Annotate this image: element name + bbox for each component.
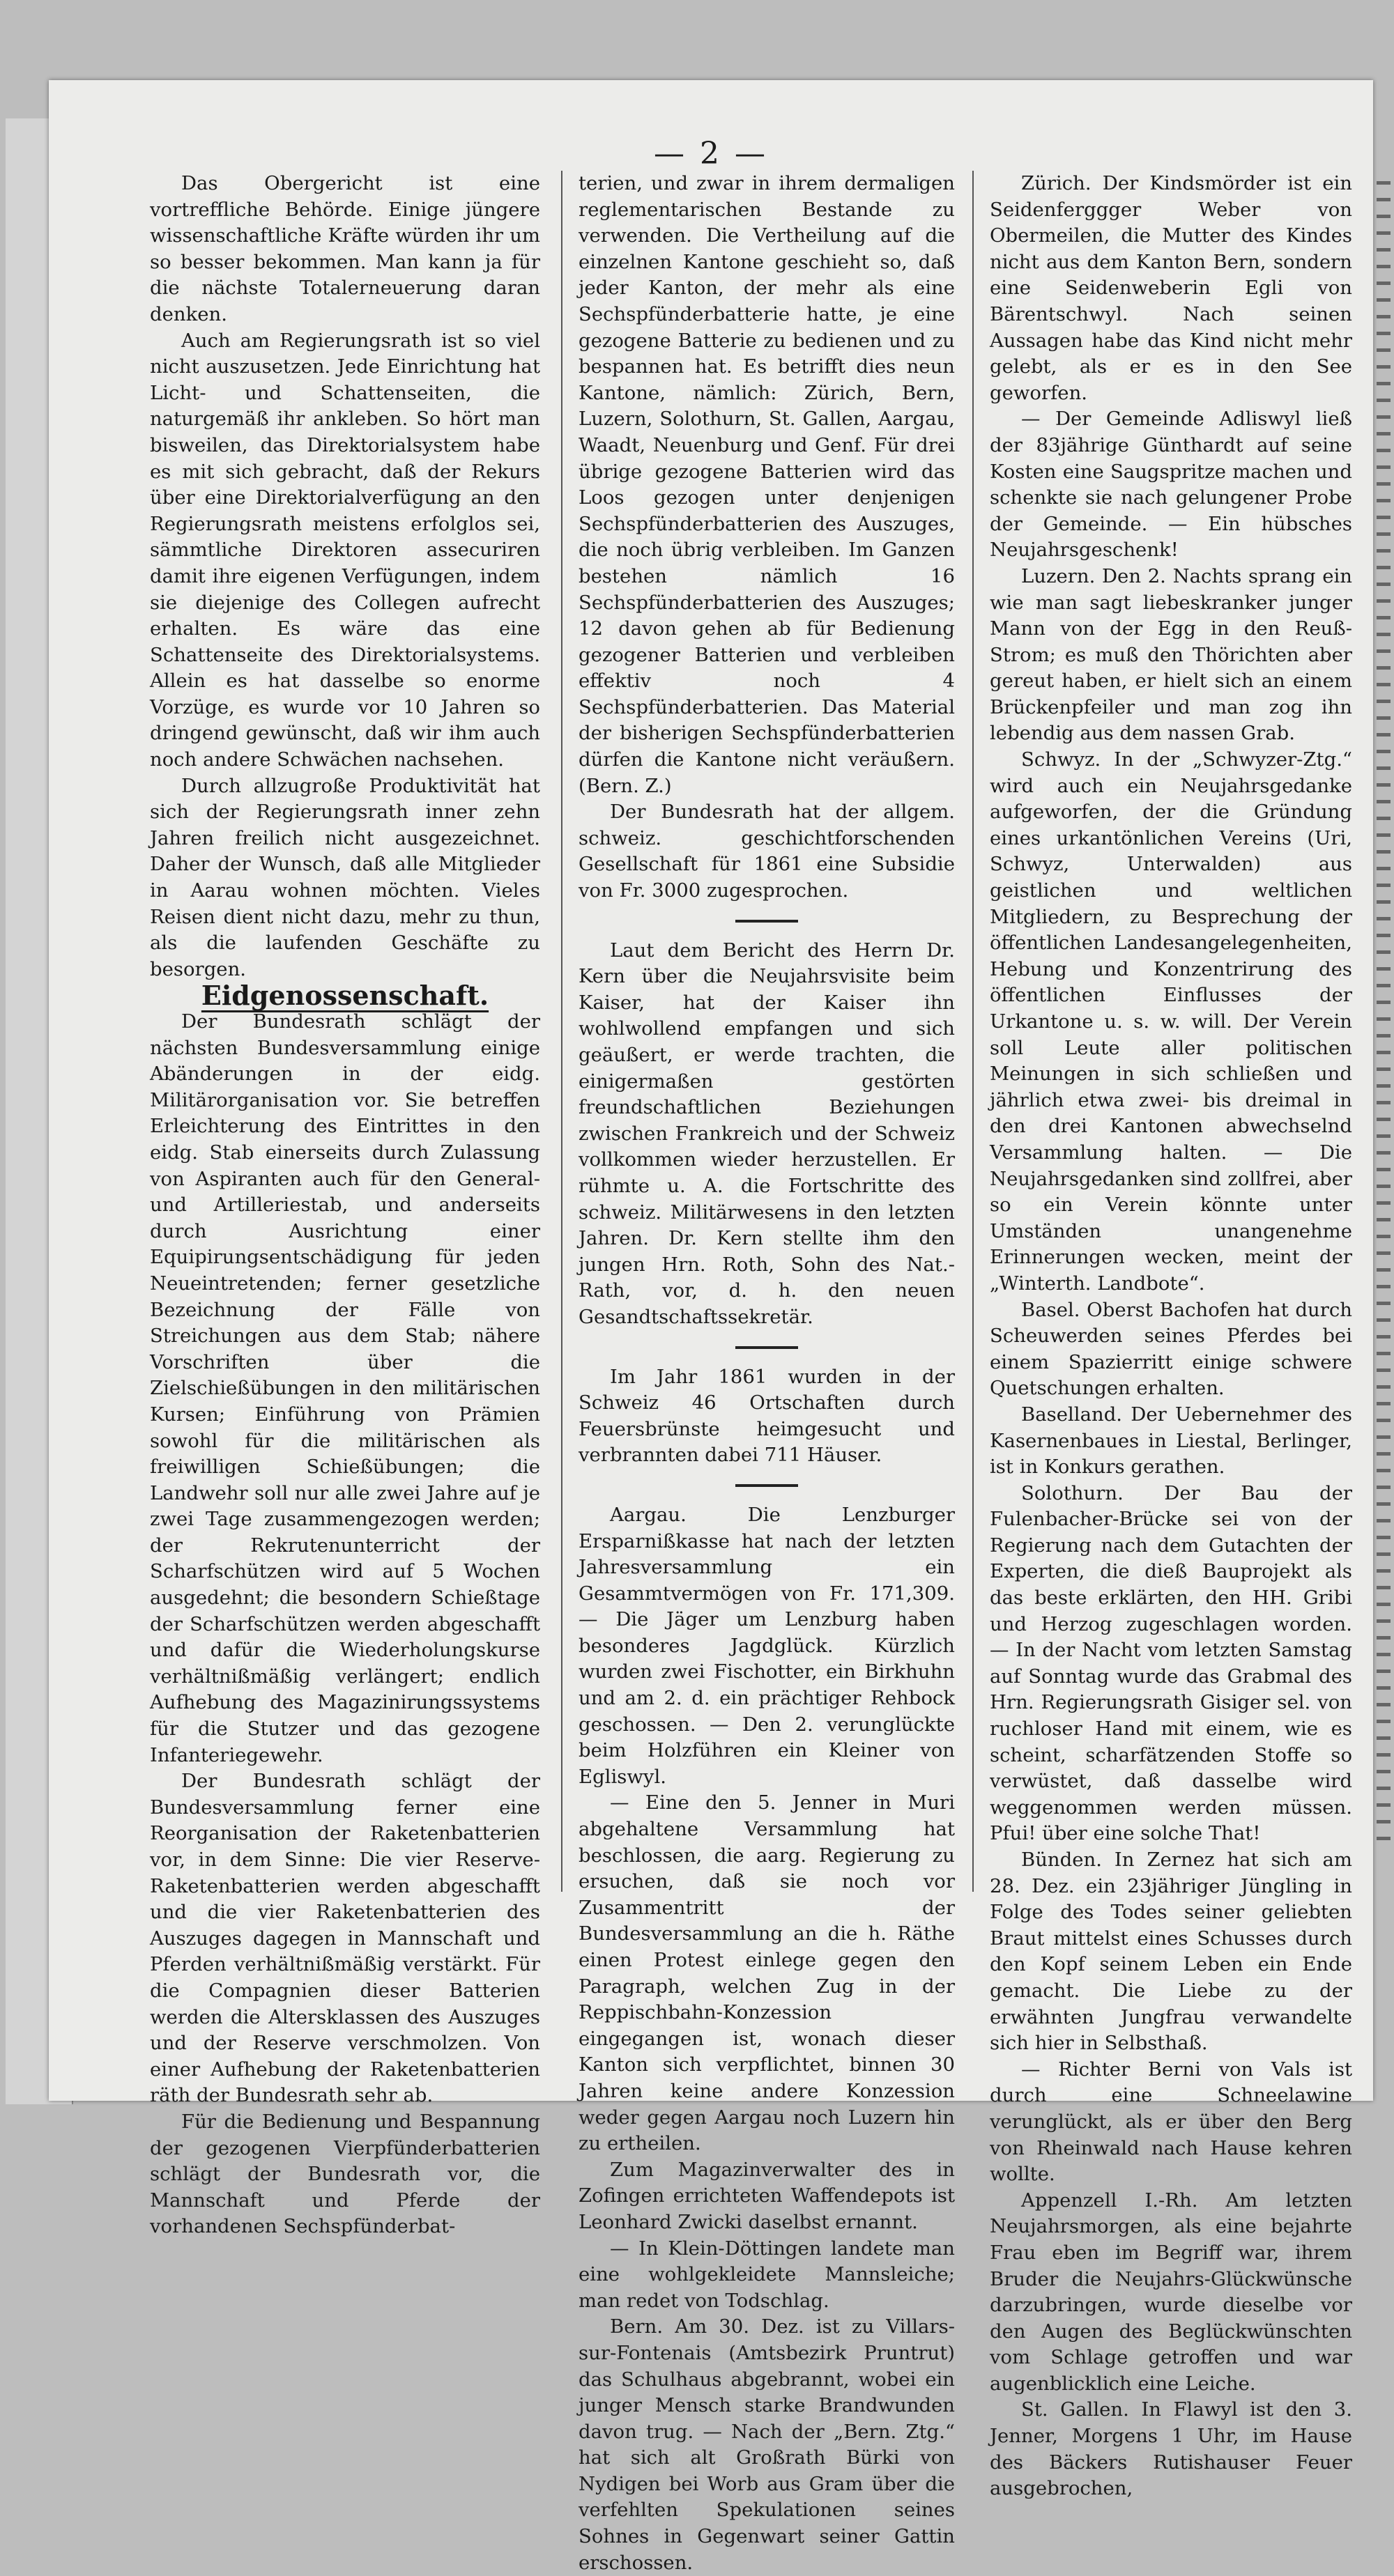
column-3 xyxy=(990,171,1352,2502)
paragraph: Der Bundesrath schlägt der Bundesversammlung ferner eine Reorganisation der Raketenbatterien vor, in dem Sinne: Die vier Reserve-Raketenbatterien werden abgeschafft und die vier Raketenbatterien des Auszuges dagegen in Mannschaft und Pferden verhältnißmäßig verstärkt. Für die Compagnien dieser Batterien werden die Altersklassen des Auszuges und der Reserve verschmolzen. Von einer Aufhebung der Raketenbatterien räth der Bundesrath sehr ab. xyxy=(150,1770,540,2107)
paragraph: Auch am Regierungsrath ist so viel nicht auszusetzen. Jede Einrichtung hat Licht- und Schattenseiten, die naturgemäß ihr ankleben. So hört man bisweilen, das Direktorialsystem habe es mit sich gebracht, daß der Rekurs über eine Direktorialverfügung an den Regierungsrath meistens erfolglos sei, sämmtliche Direktoren assecuriren damit ihre eigenen Verfügungen, indem sie diejenige des Collegen aufrecht erhalten. Es wäre das eine Schattenseite des Direktorialsystems. Allein es hat dasselbe so enorme Vorzüge, es wurde vor 10 Jahren so dringend gewünscht, daß wir ihm auch noch andere Schwächen nachsehen. xyxy=(150,329,540,771)
newspaper-page xyxy=(49,80,1373,2574)
paragraph: — Richter Berni von Vals ist durch eine Schneelawine verunglückt, als er über den Berg von Rheinwald nach Hause kehren wollte. xyxy=(990,2058,1352,2186)
paragraph: Schwyz. In der „Schwyzer-Ztg.“ wird auch ein Neujahrsgedanke aufgeworfen, der die Gründung eines urkantönlichen Vereins (Uri, Schwyz, Unterwalden) aus geistlichen und weltlichen Mitgliedern, zu Besprechung der öffentlichen Landesangelegenheiten, Hebung und Konzentrirung des öffentlichen Einflusses der Urkantone u. s. w. will. Der Verein soll Leute aller politischen Meinungen in sich schließen und jährlich etwa zwei- bis dreimal in den drei Kantonen abwechselnd Versammlung halten. — Die Neujahrsgedanken sind zollfrei, aber so ein Verein könnte unter Umständen unangenehme Erinnerungen wecken, meint der „Winterth. Landbote“. xyxy=(990,748,1352,1295)
column-rule xyxy=(561,171,562,1892)
paragraph: Bern. Am 30. Dez. ist zu Villars-sur-Fontenais (Amtsbezirk Pruntrut) das Schulhaus abgebrannt, wobei ein junger Mensch starke Brandwunden davon trug. — Nach der „Bern. Ztg.“ hat sich alt Großrath Bürki von Nydigen bei Worb aus Gram über die verfehlten Spekulationen seines Sohnes in Gegenwart seiner Gattin erschossen. xyxy=(579,2315,955,2574)
column-rule xyxy=(972,171,974,1892)
adjacent-page-edge xyxy=(1377,181,1391,1853)
section-heading: Eidgenossenschaft. xyxy=(201,980,489,1012)
paragraph: Der Bundesrath schlägt der nächsten Bundesversammlung einige Abänderungen in der eidg. Militärorganisation vor. Sie betreffen Erleichterung des Eintrittes in den eidg. Stab einerseits durch Zulassung von Aspiranten auch für den General- und Artilleriestab, und anderseits durch Ausrichtung einer Equipirungsentschädigung für jeden Neueintretenden; ferner gesetzliche Bezeichnung der Fälle von Streichungen aus dem Stab; nähere Vorschriften über die Zielschießübungen in den militärischen Kursen; Einführung von Prämien sowohl für die militärischen als freiwilligen Schießübungen; die Landwehr soll nur alle zwei Jahre auf je zwei Tage zusammengezogen werden; der Rekrutenunterricht der Scharfschützen wird auf 5 Wochen ausgedehnt; die besondern Schießtage der Scharfschützen werden abgeschafft und dafür die Wiederholungskurse verhältnißmäßig verlängert; endlich Aufhebung des Magazinirungssystems für die Stutzer und das gezogene Infanteriegewehr. xyxy=(150,1010,540,1766)
paragraph: Solothurn. Der Bau der Fulenbacher-Brücke sei von der Regierung nach dem Gutachten der Experten, die dieß Bauprojekt als das beste erklärten, den HH. Gribi und Herzog zugeschlagen worden. — In der Nacht vom letzten Samstag auf Sonntag wurde das Grabmal des Hrn. Regierungsrath Gisiger sel. von ruchloser Hand mit einem, wie es scheint, scharfätzenden Stoffe so verwüstet, daß dasselbe wird weggenommen werden müssen. Pfui! über eine solche That! xyxy=(990,1481,1352,1845)
separator xyxy=(735,1346,798,1349)
paragraph: St. Gallen. In Flawyl ist den 3. Jenner, Morgens 1 Uhr, im Hause des Bäckers Rutishauser Feuer ausgebrochen, xyxy=(990,2398,1352,2500)
paragraph: Basel. Oberst Bachofen hat durch Scheuwerden seines Pferdes bei einem Spazierritt einige schwere Quetschungen erhalten. xyxy=(990,1298,1352,1400)
paragraph: Der Bundesrath hat der allgem. schweiz. geschichtforschenden Gesellschaft für 1861 eine Subsidie von Fr. 3000 zugesprochen. xyxy=(579,801,955,902)
paragraph: — Eine den 5. Jenner in Muri abgehaltene Versammlung hat beschlossen, die aarg. Regierung zu ersuchen, daß sie noch vor Zusammentritt der Bundesversammlung an die h. Räthe einen Protest einlege gegen den Paragraph, welchen Zug in der Reppischbahn-Konzession eingegangen ist, wonach dieser Kanton sich verpflichtet, binnen 30 Jahren keine andere Konzession weder gegen Aargau noch Luzern hin zu ertheilen. xyxy=(579,1791,955,2155)
separator xyxy=(735,920,798,923)
paragraph: — Der Gemeinde Adliswyl ließ der 83jährige Günthardt auf seine Kosten eine Saugspritze machen und schenkte sie nach gelungener Probe der Gemeinde. — Ein hübsches Neujahrsgeschenk! xyxy=(990,408,1352,562)
paragraph: Laut dem Bericht des Herrn Dr. Kern über die Neujahrsvisite beim Kaiser, hat der Kaiser ihn wohlwollend empfangen und sich geäußert, er werde trachten, die einigermaßen gestörten freundschaftlichen Beziehungen zwischen Frankreich und der Schweiz vollkommen wieder herzustellen. Er rühmte u. A. die Fortschritte des schweiz. Militärwesens in den letzten Jahren. Dr. Kern stellte ihm den jungen Hrn. Roth, Sohn des Nat.-Rath, vor, d. h. den neuen Gesandtschaftssekretär. xyxy=(579,939,955,1328)
paragraph: Im Jahr 1861 wurden in der Schweiz 46 Ortschaften durch Feuersbrünste heimgesucht und verbrannten dabei 711 Häuser. xyxy=(579,1365,955,1467)
column-2 xyxy=(579,171,955,2576)
paragraph: Zürich. Der Kindsmörder ist ein Seidenferggger Weber von Obermeilen, die Mutter des Kindes nicht aus dem Kanton Bern, sondern eine Seidenweberin Egli von Bärentschwyl. Nach seinen Aussagen habe das Kind nicht mehr gelebt, als er es in den See geworfen. xyxy=(990,172,1352,404)
paragraph: Zum Magazinverwalter des in Zofingen errichteten Waffendepots ist Leonhard Zwicki daselbst ernannt. xyxy=(579,2158,955,2233)
paragraph: terien, und zwar in ihrem dermaligen reglementarischen Bestande zu verwenden. Die Vertheilung auf die einzelnen Kantone geschieht so, daß jeder Kanton, der mehr als eine Sechspfünderbatterie hatte, je eine gezogene Batterie zu bedienen und zu bespannen hat. Es betrifft dies neun Kantone, nämlich: Zürich, Bern, Luzern, Solothurn, St. Gallen, Aargau, Waadt, Neuenburg und Genf. Für drei übrige gezogene Batterien wird das Loos gezogen unter denjenigen Sechspfünderbatterien des Auszuges, die noch übrig verbleiben. Im Ganzen bestehen nämlich 16 Sechspfünderbatterien des Auszuges; 12 davon gehen ab für Bedienung gezogener Batterien und verbleiben effektiv noch 4 Sechspfünderbatterien. Das Material der bisherigen Sechspfünderbatterien dürfen die Kantone nicht veräußern. (Bern. Z.) xyxy=(579,172,955,797)
paragraph: Für die Bedienung und Bespannung der gezogenen Vierpfünderbatterien schlägt der Bundesrath vor, die Mannschaft und Pferde der vorhandenen Sechspfünderbat- xyxy=(150,2110,540,2238)
paragraph: Luzern. Den 2. Nachts sprang ein wie man sagt liebeskranker junger Mann von der Egg in den Reuß-Strom; es muß den Thörichten aber gereut haben, er hielt sich an einem Brückenpfeiler und man zog ihn lebendig aus dem nassen Grab. xyxy=(990,564,1352,745)
paragraph: Baselland. Der Uebernehmer des Kasernenbaues in Liestal, Berlinger, ist in Konkurs gerathen. xyxy=(990,1403,1352,1479)
paragraph: Durch allzugroße Produktivität hat sich der Regierungsrath inner zehn Jahren freilich nicht ausgezeichnet. Daher der Wunsch, daß alle Mitglieder in Aarau wohnen möchten. Vieles Reisen dient nicht dazu, mehr zu thun, als die laufenden Geschäfte zu besorgen. xyxy=(150,774,540,980)
separator xyxy=(735,1484,798,1487)
paragraph: Bünden. In Zernez hat sich am 28. Dez. ein 23jähriger Jüngling in Folge des Todes seiner geliebten Braut mittelst eines Schusses durch den Kopf seinem Leben ein Ende gemacht. Die Liebe zu der erwähnten Jungfrau verwandelte sich hier in Selbsthaß. xyxy=(990,1849,1352,2055)
paragraph: — In Klein-Döttingen landete man eine wohlgekleidete Mannsleiche; man redet von Todschlag. xyxy=(579,2237,955,2312)
paragraph: Appenzell I.-Rh. Am letzten Neujahrsmorgen, als eine bejahrte Frau eben im Begriff war, ihrem Bruder die Neujahrs-Glückwünsche darzubringen, wurde dieselbe vor den Augen des Beglückwünschten vom Schlage getroffen und war augenblicklich eine Leiche. xyxy=(990,2189,1352,2395)
paragraph: Aargau. Die Lenzburger Ersparnißkasse hat nach der letzten Jahresversammlung ein Gesammtvermögen von Fr. 171,309. — Die Jäger um Lenzburg haben besonderes Jagdglück. Kürzlich wurden zwei Fischotter, ein Birkhuhn und am 2. d. ein prächtiger Rehbock geschossen. — Den 2. verunglückte beim Holzführen ein Kleiner von Egliswyl. xyxy=(579,1503,955,1788)
column-1 xyxy=(150,171,540,2240)
paragraph: Das Obergericht ist eine vortreffliche Behörde. Einige jüngere wissenschaftliche Kräfte würden ihr um so besser bekommen. Man kann ja für die nächste Totalerneuerung daran denken. xyxy=(150,172,540,325)
page-number: — 2 — xyxy=(654,136,768,171)
